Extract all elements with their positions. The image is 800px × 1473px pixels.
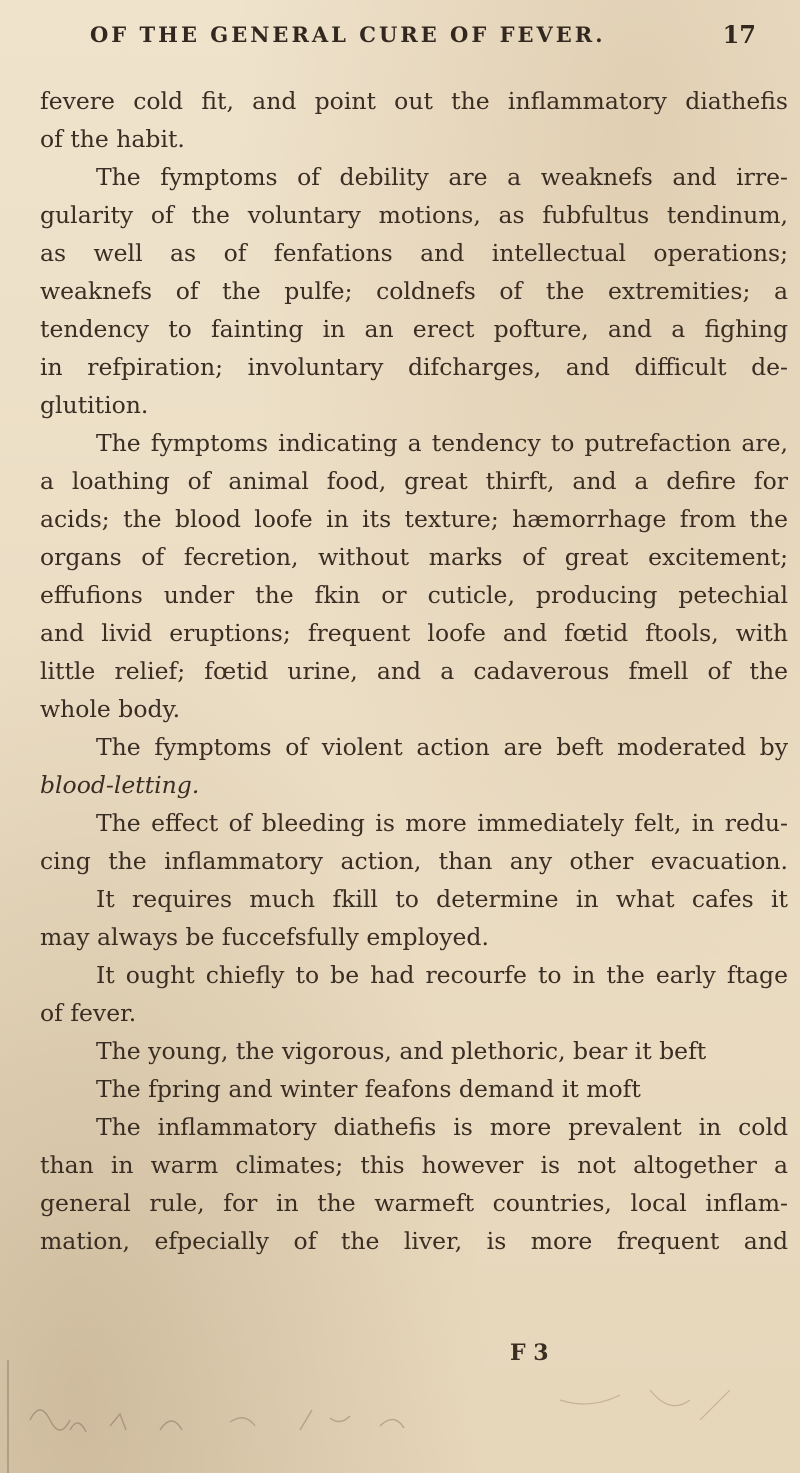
text-line: The effect of bleeding is more immediately felt, in redu- (96, 809, 788, 837)
text-line: The fymptoms of violent action are beft moderated by (96, 733, 788, 761)
text-line: The young, the vigorous, and plethoric, bear it beft (96, 1037, 707, 1065)
running-head (90, 18, 790, 58)
text-line: cing the inflammatory action, than any other evacuation. (40, 847, 788, 875)
text-line: may always be fuccefsfully employed. (40, 923, 489, 951)
text-line: and livid eruptions; frequent loofe and fœtid ftools, with (40, 619, 788, 647)
text-line: It requires much fkill to determine in what cafes it (96, 885, 788, 913)
handwritten-scrawl (0, 1360, 800, 1473)
text-line: a loathing of animal food, great thirft, and a defire for (40, 467, 788, 495)
text-line: as well as of fenfations and intellectual operations; (40, 239, 788, 267)
text-line: effufions under the fkin or cuticle, producing petechial (40, 581, 788, 609)
text-line: The inflammatory diathefis is more prevalent in cold (96, 1113, 788, 1141)
text-line: The fymptoms indicating a tendency to putrefaction are, (96, 429, 788, 457)
text-line: whole body. (40, 695, 181, 723)
text-line: little relief; fœtid urine, and a cadaverous fmell of the (40, 657, 788, 685)
text-line: fevere cold fit, and point out the inflammatory diathefis (40, 87, 788, 115)
text-line: The fpring and winter feafons demand it moft (96, 1075, 641, 1103)
text-line: organs of fecretion, without marks of great excitement; (40, 543, 788, 571)
page-number: 17 (722, 20, 756, 49)
text-line: than in warm climates; this however is not altogether a (40, 1151, 788, 1179)
text-line: blood-letting. (40, 771, 200, 799)
text-line: gularity of the voluntary motions, as fubfultus tendinum, (40, 201, 788, 229)
text-line: The fymptoms of debility are a weaknefs and irre- (96, 163, 788, 191)
signature-mark: F 3 (510, 1340, 549, 1366)
text-line: weaknefs of the pulfe; coldnefs of the extremities; a (40, 277, 788, 305)
text-line: general rule, for in the warmeft countries, local inflam- (40, 1189, 788, 1217)
text-line: of the habit. (40, 125, 185, 153)
text-line: glutition. (40, 391, 149, 419)
text-line: mation, efpecially of the liver, is more frequent and (40, 1227, 788, 1255)
text-line: in refpiration; involuntary difcharges, and difficult de- (40, 353, 788, 381)
text-line: It ought chiefly to be had recourfe to in the early ftage (96, 961, 788, 989)
text-line: of fever. (40, 999, 137, 1027)
running-head-title: OF THE GENERAL CURE OF FEVER. (90, 22, 606, 47)
text-line: tendency to fainting in an erect pofture, and a fighing (40, 315, 788, 343)
text-line: acids; the blood loofe in its texture; hæmorrhage from the (40, 505, 788, 533)
